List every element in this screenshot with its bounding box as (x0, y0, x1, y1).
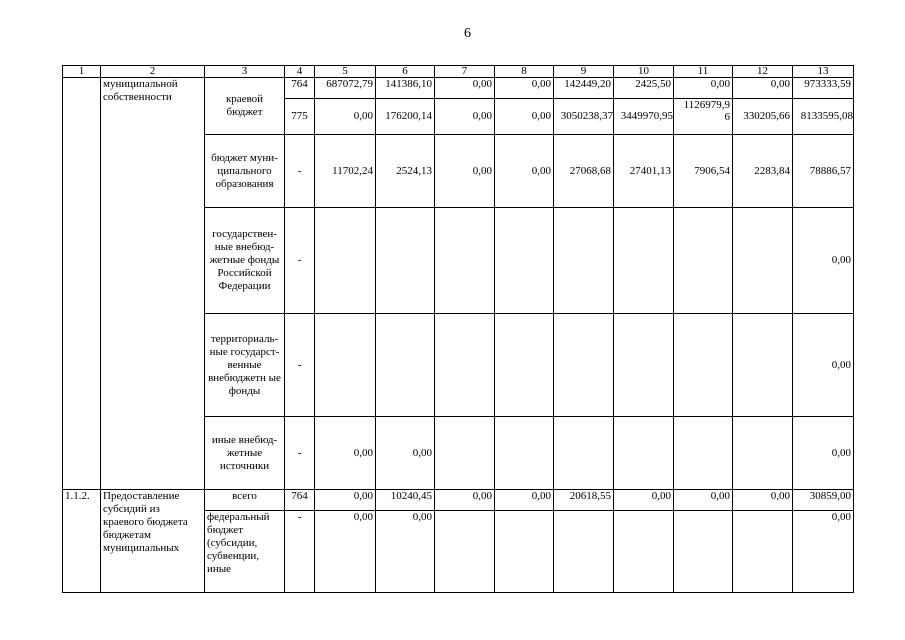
value-cell: 0,00 (793, 511, 854, 593)
source-cell: территориаль-ные государст-венные внебюджетн ые фонды (205, 314, 285, 417)
empty-cell (554, 314, 614, 417)
empty-cell (495, 511, 554, 593)
empty-cell (674, 511, 733, 593)
value-part: 6 (724, 111, 730, 123)
code-cell: 775 (285, 99, 315, 135)
code-cell: - (285, 417, 315, 490)
header-cell: 12 (733, 66, 793, 78)
empty-cell (435, 208, 495, 314)
code-cell: 764 (285, 490, 315, 511)
value-part: 1126979,9 (683, 99, 730, 111)
value-cell: 27401,13 (614, 135, 674, 208)
value-cell: 0,00 (376, 417, 435, 490)
value-cell: 0,00 (435, 135, 495, 208)
table-row (63, 78, 854, 99)
value-cell: 30859,00 (793, 490, 854, 511)
value-cell: 0,00 (614, 490, 674, 511)
empty-cell (614, 511, 674, 593)
header-cell: 11 (674, 66, 733, 78)
header-cell: 5 (315, 66, 376, 78)
code-cell: - (285, 511, 315, 593)
source-cell: федеральный бюджет (субсидии, субвенции, иные (205, 511, 285, 593)
value-cell: 0,00 (495, 490, 554, 511)
value-cell: 973333,59 (793, 78, 854, 99)
value-cell: 141386,10 (376, 78, 435, 99)
empty-cell (495, 417, 554, 490)
page-number: 6 (464, 26, 471, 41)
header-cell: 10 (614, 66, 674, 78)
value-cell: 78886,57 (793, 135, 854, 208)
source-cell: бюджет муни-ципального образования (205, 135, 285, 208)
empty-cell (315, 208, 376, 314)
empty-cell (733, 208, 793, 314)
value-cell: 0,00 (733, 78, 793, 99)
code-cell: - (285, 314, 315, 417)
empty-cell (614, 208, 674, 314)
row-number-cell: 1.1.2. (63, 490, 101, 593)
empty-cell (376, 314, 435, 417)
value-cell: 0,00 (733, 490, 793, 511)
source-cell: краевой бюджет (205, 78, 285, 135)
budget-table (62, 65, 854, 593)
empty-cell (554, 208, 614, 314)
empty-cell (554, 511, 614, 593)
header-cell: 9 (554, 66, 614, 78)
row-number-cell (63, 78, 101, 490)
value-cell: 10240,45 (376, 490, 435, 511)
header-row (63, 66, 854, 78)
value-cell: 142449,20 (554, 78, 614, 99)
measure-name-cell: муниципальной собственности (101, 78, 205, 490)
code-cell: 764 (285, 78, 315, 99)
value-cell: 0,00 (793, 208, 854, 314)
value-cell: 0,00 (435, 99, 495, 135)
value-cell: 3449970,95 (614, 99, 674, 135)
measure-name-cell: Предоставление субсидий из краевого бюджета бюджетам муниципальных (101, 490, 205, 593)
value-cell: 0,00 (376, 511, 435, 593)
empty-cell (435, 417, 495, 490)
value-cell: 176200,14 (376, 99, 435, 135)
value-cell: 0,00 (495, 135, 554, 208)
value-cell: 2283,84 (733, 135, 793, 208)
empty-cell (674, 208, 733, 314)
value-cell: 7906,54 (674, 135, 733, 208)
value-cell: 0,00 (435, 490, 495, 511)
table-row (63, 490, 854, 511)
value-cell: 0,00 (435, 78, 495, 99)
empty-cell (495, 208, 554, 314)
header-cell: 1 (63, 66, 101, 78)
value-cell: 0,00 (495, 99, 554, 135)
header-cell: 3 (205, 66, 285, 78)
empty-cell (435, 314, 495, 417)
code-cell: - (285, 208, 315, 314)
empty-cell (674, 314, 733, 417)
code-cell: - (285, 135, 315, 208)
empty-cell (614, 314, 674, 417)
empty-cell (435, 511, 495, 593)
source-cell: всего (205, 490, 285, 511)
value-cell: 0,00 (674, 78, 733, 99)
value-cell: 11702,24 (315, 135, 376, 208)
header-cell: 7 (435, 66, 495, 78)
header-cell: 4 (285, 66, 315, 78)
value-cell: 0,00 (793, 417, 854, 490)
header-cell: 2 (101, 66, 205, 78)
empty-cell (733, 417, 793, 490)
value-cell-wrapped (674, 99, 733, 135)
value-cell: 8133595,08 (793, 99, 854, 135)
empty-cell (315, 314, 376, 417)
value-cell: 0,00 (495, 78, 554, 99)
empty-cell (733, 511, 793, 593)
source-cell: государствен-ные внебюд-жетные фонды Российской Федерации (205, 208, 285, 314)
value-cell: 687072,79 (315, 78, 376, 99)
value-cell: 0,00 (793, 314, 854, 417)
value-cell: 0,00 (674, 490, 733, 511)
header-cell: 6 (376, 66, 435, 78)
value-cell: 3050238,37 (554, 99, 614, 135)
value-cell: 2425,50 (614, 78, 674, 99)
value-cell: 0,00 (315, 511, 376, 593)
value-cell: 20618,55 (554, 490, 614, 511)
value-cell: 0,00 (315, 417, 376, 490)
source-cell: иные внебюд-жетные источники (205, 417, 285, 490)
value-cell: 27068,68 (554, 135, 614, 208)
empty-cell (614, 417, 674, 490)
empty-cell (495, 314, 554, 417)
empty-cell (376, 208, 435, 314)
value-cell: 0,00 (315, 490, 376, 511)
empty-cell (733, 314, 793, 417)
value-cell: 0,00 (315, 99, 376, 135)
value-cell: 330205,66 (733, 99, 793, 135)
value-cell: 2524,13 (376, 135, 435, 208)
header-cell: 13 (793, 66, 854, 78)
empty-cell (674, 417, 733, 490)
empty-cell (554, 417, 614, 490)
header-cell: 8 (495, 66, 554, 78)
